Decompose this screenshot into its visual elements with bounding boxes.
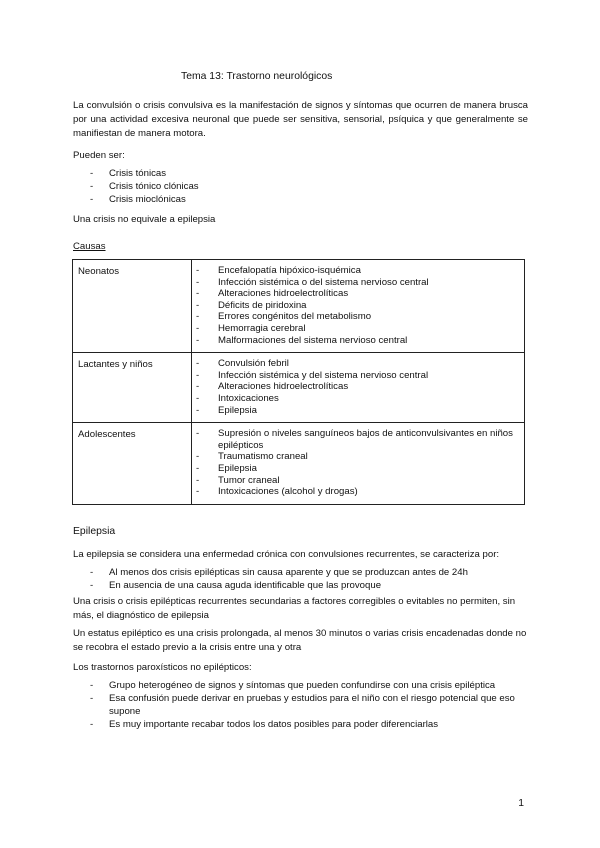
- row-items: [192, 423, 525, 505]
- row-items: [192, 260, 525, 353]
- page-number: 1: [518, 798, 524, 809]
- list-item: - Convulsión febril: [196, 358, 518, 370]
- list-item: - Infección sistémica y del sistema nervioso central: [196, 370, 518, 382]
- list-item: - Infección sistémica o del sistema nervioso central: [196, 277, 518, 289]
- not-epilepsy-note: Una crisis no equivale a epilepsia: [73, 214, 216, 225]
- list-item: - Esa confusión puede derivar en pruebas y estudios para el niño con el riesgo potencial que eso supone: [89, 692, 529, 718]
- intro-paragraph: La convulsión o crisis convulsiva es la manifestación de signos y síntomas que ocurren de manera brusca por una actividad excesiva neuronal que puede ser sensitiva, sensorial, psíquica y que generalmente se manifiestan de manera motora.: [73, 100, 528, 139]
- row-label: Lactantes y niños: [73, 353, 192, 423]
- list-item: - Intoxicaciones: [196, 393, 518, 405]
- causes-table: [72, 259, 525, 505]
- secundarias-paragraph: Una crisis o crisis epilépticas recurrentes secundarias a factores corregibles o evitables no permiten, sin más, el diagnóstico de epilepsia: [73, 596, 516, 621]
- list-item: - Grupo heterogéneo de signos y síntomas que pueden confundirse con una crisis epiléptica: [89, 679, 529, 692]
- list-item: - Supresión o niveles sanguíneos bajos de anticonvulsivantes en niños epilépticos: [196, 428, 518, 451]
- crisis-types-list: [89, 167, 529, 206]
- list-item: - Es muy importante recabar todos los datos posibles para poder diferenciarlas: [89, 718, 529, 731]
- epilepsia-heading: Epilepsia: [73, 526, 116, 537]
- row-label: Neonatos: [73, 260, 192, 353]
- list-item: - En ausencia de una causa aguda identificable que las provoque: [89, 579, 529, 592]
- row-label: Adolescentes: [73, 423, 192, 505]
- epilepsia-criteria-list: [89, 566, 529, 592]
- row-items: [192, 353, 525, 423]
- list-item: - Errores congénitos del metabolismo: [196, 311, 518, 323]
- epilepsia-definition: La epilepsia se considera una enfermedad crónica con convulsiones recurrentes, se caracteriza por:: [73, 549, 500, 560]
- list-item: - Intoxicaciones (alcohol y drogas): [196, 486, 518, 498]
- list-item: - Alteraciones hidroelectrolíticas: [196, 381, 518, 393]
- list-item: - Epilepsia: [196, 405, 518, 417]
- list-item: - Déficits de piridoxina: [196, 300, 518, 312]
- list-item: - Traumatismo craneal: [196, 451, 518, 463]
- causas-heading: Causas: [73, 241, 106, 252]
- list-item: - Crisis mioclónicas: [89, 193, 529, 206]
- table-row: [73, 353, 525, 423]
- list-item: - Crisis tónico clónicas: [89, 180, 529, 193]
- page-title: Tema 13: Trastorno neurológicos: [181, 71, 333, 82]
- list-item: - Malformaciones del sistema nervioso central: [196, 335, 518, 347]
- paroxisticos-label: Los trastornos paroxísticos no epilépticos:: [73, 662, 252, 673]
- list-item: - Tumor craneal: [196, 475, 518, 487]
- list-item: - Hemorragia cerebral: [196, 323, 518, 335]
- list-item: - Encefalopatía hipóxico-isquémica: [196, 265, 518, 277]
- list-item: - Epilepsia: [196, 463, 518, 475]
- paroxisticos-list: [89, 679, 529, 731]
- estatus-paragraph: Un estatus epiléptico es una crisis prolongada, al menos 30 minutos o varias crisis encadenadas donde no se recobra el estado previo a la crisis entre una y otra: [73, 628, 527, 653]
- list-item: - Al menos dos crisis epilépticas sin causa aparente y que se produzcan antes de 24h: [89, 566, 529, 579]
- list-item: - Alteraciones hidroelectrolíticas: [196, 288, 518, 300]
- list-item: - Crisis tónicas: [89, 167, 529, 180]
- table-row: [73, 423, 525, 505]
- table-row: [73, 260, 525, 353]
- pueden-ser-label: Pueden ser:: [73, 150, 125, 161]
